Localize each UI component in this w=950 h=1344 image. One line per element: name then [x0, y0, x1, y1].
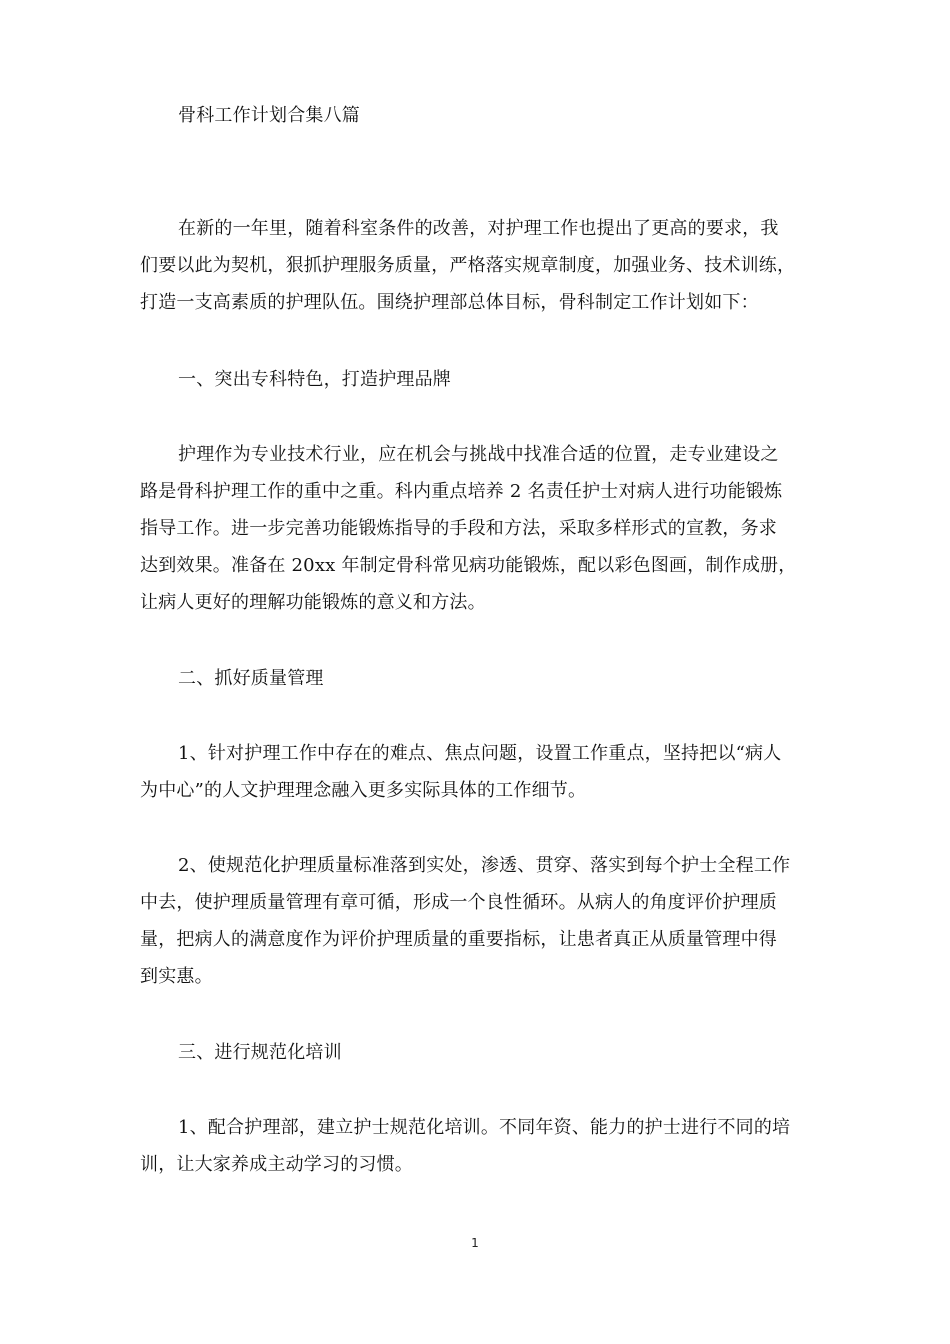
page-number: 1: [471, 1236, 479, 1250]
section3-item1-line-2: 训，让大家养成主动学习的习惯。: [140, 1154, 413, 1175]
intro-line-2: 们要以此为契机，狠抓护理服务质量，严格落实规章制度，加强业务、技术训练，: [140, 255, 796, 276]
section3-item1-line-1: 1、配合护理部，建立护士规范化培训。不同年资、能力的护士进行不同的培: [178, 1117, 791, 1138]
section2-item2-line-2: 中去，使护理质量管理有章可循，形成一个良性循环。从病人的角度评价护理质: [140, 892, 777, 913]
section1-line-1: 护理作为专业技术行业，应在机会与挑战中找准合适的位置，走专业建设之: [178, 444, 779, 465]
section1-line-2: 路是骨科护理工作的重中之重。科内重点培养 2 名责任护士对病人进行功能锻炼: [140, 481, 783, 502]
section1-heading: 一、突出专科特色，打造护理品牌: [178, 369, 451, 390]
section2-item1-line-1: 1、针对护理工作中存在的难点、焦点问题，设置工作重点，坚持把以“病人: [178, 743, 782, 764]
section2-item2-line-3: 量，把病人的满意度作为评价护理质量的重要指标，让患者真正从质量管理中得: [140, 929, 777, 950]
intro-line-3: 打造一支高素质的护理队伍。围绕护理部总体目标，骨科制定工作计划如下：: [140, 292, 759, 313]
intro-line-1: 在新的一年里，随着科室条件的改善，对护理工作也提出了更高的要求，我: [178, 218, 779, 239]
section2-heading: 二、抓好质量管理: [178, 668, 324, 689]
section2-item1-line-2: 为中心”的人文护理理念融入更多实际具体的工作细节。: [140, 780, 587, 801]
section3-heading: 三、进行规范化培训: [178, 1042, 342, 1063]
section1-line-5: 让病人更好的理解功能锻炼的意义和方法。: [140, 592, 486, 613]
section1-line-4: 达到效果。准备在 20xx 年制定骨科常见病功能锻炼，配以彩色图画，制作成册，: [140, 555, 797, 576]
section1-line-3: 指导工作。进一步完善功能锻炼指导的手段和方法，采取多样形式的宣教，务求: [140, 518, 777, 539]
document-title: 骨科工作计划合集八篇: [178, 105, 360, 126]
section2-item2-line-1: 2、使规范化护理质量标准落到实处，渗透、贯穿、落实到每个护士全程工作: [178, 855, 791, 876]
section2-item2-line-4: 到实惠。: [140, 966, 213, 987]
